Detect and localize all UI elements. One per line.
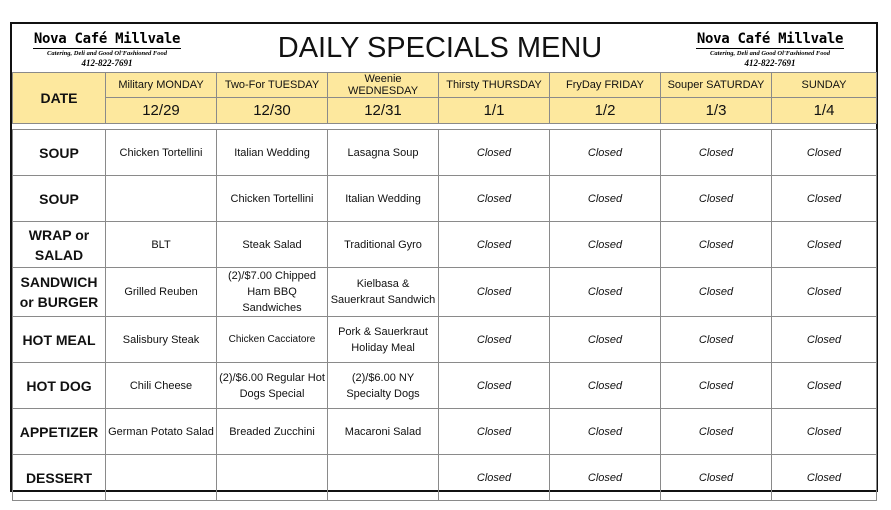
day-date-thirsty-thursday: 1/1 (439, 98, 550, 124)
category-label: SOUP (13, 176, 106, 222)
menu-row-dessert (13, 455, 877, 501)
logo-phone: 412-822-7691 (744, 58, 796, 68)
day-date-military-monday: 12/29 (106, 98, 217, 124)
special-item-cell: Grilled Reuben (106, 268, 217, 317)
special-item-cell: Traditional Gyro (328, 222, 439, 268)
menu-row-wrap-or-salad (13, 222, 877, 268)
menu-row-hot-meal (13, 317, 877, 363)
special-item-cell (106, 455, 217, 501)
special-item-cell: Italian Wedding (217, 130, 328, 176)
category-label: APPETIZER (13, 409, 106, 455)
closed-cell: Closed (661, 409, 772, 455)
header-row-dates (13, 98, 877, 124)
special-item-cell: Salisbury Steak (106, 317, 217, 363)
closed-cell: Closed (772, 363, 877, 409)
day-name-two-for-tuesday: Two-For TUESDAY (217, 73, 328, 98)
category-label: WRAP or SALAD (13, 222, 106, 268)
closed-cell: Closed (772, 409, 877, 455)
day-date-fryday-friday: 1/2 (550, 98, 661, 124)
closed-cell: Closed (772, 455, 877, 501)
day-name-sunday: SUNDAY (772, 73, 877, 98)
category-label: DESSERT (13, 455, 106, 501)
special-item-cell: Chicken Tortellini (106, 130, 217, 176)
special-item-cell: Steak Salad (217, 222, 328, 268)
menu-frame (10, 22, 878, 492)
closed-cell: Closed (661, 130, 772, 176)
closed-cell: Closed (439, 176, 550, 222)
logo-tagline: Catering, Deli and Good Ol'Fashioned Food (47, 50, 167, 57)
category-label: HOT DOG (13, 363, 106, 409)
menu-title: DAILY SPECIALS MENU (277, 32, 603, 64)
closed-cell: Closed (439, 363, 550, 409)
specials-table (12, 72, 877, 501)
menu-row-appetizer (13, 409, 877, 455)
menu-row-hot-dog (13, 363, 877, 409)
closed-cell: Closed (661, 455, 772, 501)
logo-name: Nova Café Millvale (33, 31, 181, 47)
logo-left (16, 30, 198, 68)
category-label: SOUP (13, 130, 106, 176)
closed-cell: Closed (772, 176, 877, 222)
special-item-cell: Kielbasa & Sauerkraut Sandwich (328, 268, 439, 317)
closed-cell: Closed (550, 222, 661, 268)
day-name-souper-saturday: Souper SATURDAY (661, 73, 772, 98)
logo-tagline: Catering, Deli and Good Ol'Fashioned Food (710, 50, 830, 57)
closed-cell: Closed (550, 455, 661, 501)
special-item-cell: Lasagna Soup (328, 130, 439, 176)
closed-cell: Closed (439, 317, 550, 363)
closed-cell: Closed (661, 317, 772, 363)
special-item-cell: Pork & Sauerkraut Holiday Meal (328, 317, 439, 363)
closed-cell: Closed (661, 222, 772, 268)
category-label: HOT MEAL (13, 317, 106, 363)
day-name-military-monday: Military MONDAY (106, 73, 217, 98)
logo-name: Nova Café Millvale (696, 31, 844, 47)
closed-cell: Closed (772, 317, 877, 363)
day-date-two-for-tuesday: 12/30 (217, 98, 328, 124)
special-item-cell: Chicken Tortellini (217, 176, 328, 222)
closed-cell: Closed (550, 130, 661, 176)
special-item-cell: Chicken Cacciatore (217, 317, 328, 363)
menu-row-sandwich-or-burger (13, 268, 877, 317)
special-item-cell: Chili Cheese (106, 363, 217, 409)
closed-cell: Closed (772, 130, 877, 176)
closed-cell: Closed (550, 176, 661, 222)
closed-cell: Closed (661, 268, 772, 317)
special-item-cell (106, 176, 217, 222)
logo-phone: 412-822-7691 (81, 58, 133, 68)
closed-cell: Closed (661, 176, 772, 222)
special-item-cell: (2)/$6.00 Regular Hot Dogs Special (217, 363, 328, 409)
closed-cell: Closed (439, 222, 550, 268)
day-date-weenie-wednesday: 12/31 (328, 98, 439, 124)
special-item-cell (217, 455, 328, 501)
day-name-thirsty-thursday: Thirsty THURSDAY (439, 73, 550, 98)
special-item-cell: German Potato Salad (106, 409, 217, 455)
logo-right (679, 30, 861, 68)
day-name-fryday-friday: FryDay FRIDAY (550, 73, 661, 98)
date-label: DATE (13, 73, 106, 124)
category-label: SANDWICH or BURGER (13, 268, 106, 317)
closed-cell: Closed (550, 317, 661, 363)
day-date-souper-saturday: 1/3 (661, 98, 772, 124)
special-item-cell: (2)/$7.00 Chipped Ham BBQ Sandwiches (217, 268, 328, 317)
closed-cell: Closed (550, 363, 661, 409)
special-item-cell: (2)/$6.00 NY Specialty Dogs (328, 363, 439, 409)
closed-cell: Closed (550, 409, 661, 455)
special-item-cell: Italian Wedding (328, 176, 439, 222)
closed-cell: Closed (550, 268, 661, 317)
special-item-cell: BLT (106, 222, 217, 268)
special-item-cell: Breaded Zucchini (217, 409, 328, 455)
header-row-days (13, 73, 877, 98)
closed-cell: Closed (439, 409, 550, 455)
closed-cell: Closed (772, 222, 877, 268)
closed-cell: Closed (439, 268, 550, 317)
closed-cell: Closed (772, 268, 877, 317)
day-date-sunday: 1/4 (772, 98, 877, 124)
closed-cell: Closed (439, 455, 550, 501)
special-item-cell: Macaroni Salad (328, 409, 439, 455)
closed-cell: Closed (439, 130, 550, 176)
menu-row-soup (13, 130, 877, 176)
closed-cell: Closed (661, 363, 772, 409)
day-name-weenie-wednesday: Weenie WEDNESDAY (328, 73, 439, 98)
special-item-cell (328, 455, 439, 501)
menu-row-soup (13, 176, 877, 222)
